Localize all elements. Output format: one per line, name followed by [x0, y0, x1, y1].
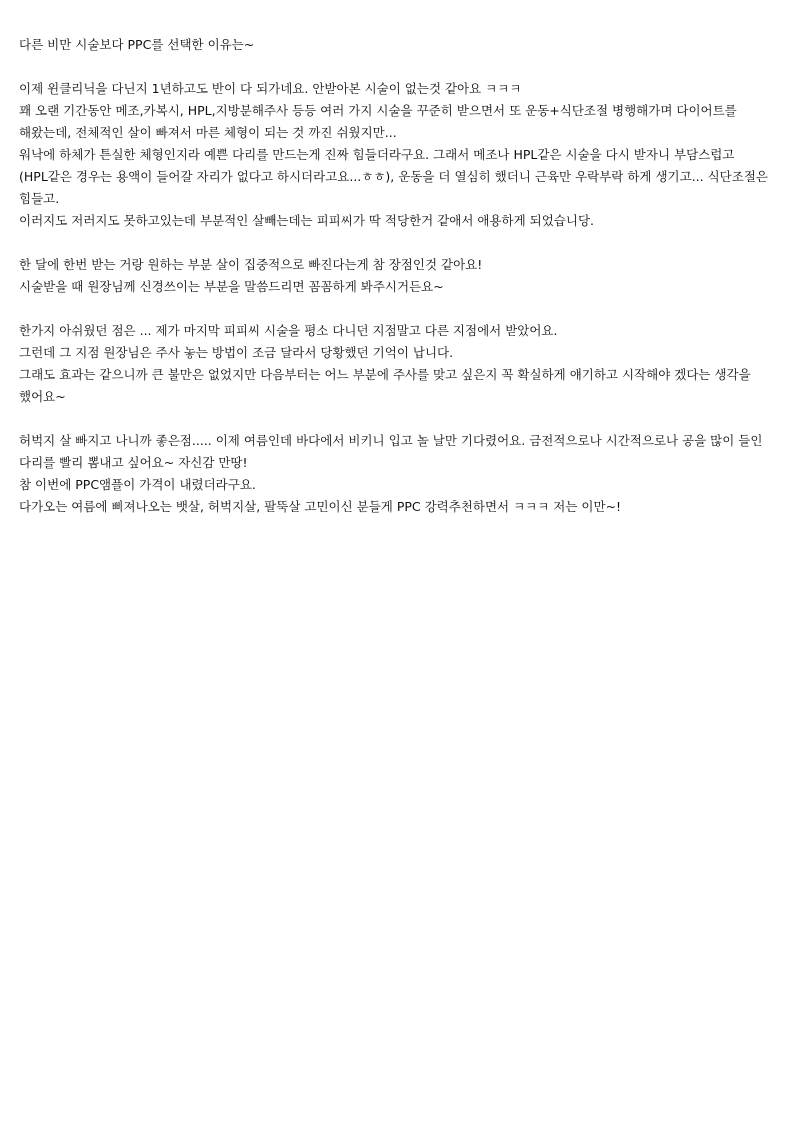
text-line: 한가지 아쉬웠던 점은 ... 제가 마지막 피피씨 시술을 평소 다니던 지점말고 다른 지점에서 받았어요. — [19, 323, 558, 338]
text-line: 이러지도 저러지도 못하고있는데 부분적인 살빼는데는 피피씨가 딱 적당한거 같애서 애용하게 되었습니당. — [19, 213, 595, 228]
text-line: 시술받을 때 원장님께 신경쓰이는 부분을 말씀드리면 꼼꼼하게 봐주시거든요~ — [19, 279, 444, 294]
text-line: 워낙에 하체가 튼실한 체형인지라 예쁜 다리를 만드는게 진짜 힘들더라구요. 그래서 메조나 HPL같은 시술을 다시 받자니 부담스럽고(HPL같은 경우는 용액이 들어갈 자리가 없다고 하시더라고요...ㅎㅎ), 운동을 더 열심히 했더니 근육만 우락부락 하게 생기고... 식단조절은 힘들고. — [19, 147, 768, 206]
document-title: 다른 비만 시술보다 PPC를 선택한 이유는~ — [19, 37, 255, 52]
text-line: 그래도 효과는 같으니까 큰 불만은 없었지만 다음부터는 어느 부분에 주사를 맞고 싶은지 꼭 확실하게 얘기하고 시작해야 겠다는 생각을 했어요~ — [19, 367, 751, 404]
text-line: 허벅지 살 빠지고 나니까 좋은점..... 이제 여름인데 바다에서 비키니 입고 놀 날만 기다렸어요. 금전적으로나 시간적으로나 공을 많이 들인 다리를 빨리 뽐내고 싶어요~ 자신감 만땅! — [19, 433, 763, 470]
paragraph-experience — [19, 78, 779, 232]
text-line: 꽤 오랜 기간동안 메조,카복시, HPL,지방분해주사 등등 여러 가지 시술을 꾸준히 받으면서 또 운동+식단조절 병행해가며 다이어트를 해왔는데, 전체적인 살이 빠져서 마른 체형이 되는 것 까진 쉬웠지만... — [19, 103, 737, 140]
document-body — [19, 34, 779, 540]
paragraph-advantages — [19, 254, 779, 298]
text-line: 이제 윈클리닉을 다닌지 1년하고도 반이 다 되가네요. 안받아본 시술이 없는것 같아요 ㅋㅋㅋ — [19, 81, 522, 96]
text-line: 그런데 그 지점 원장님은 주사 놓는 방법이 조금 달라서 당황했던 기억이 납니다. — [19, 345, 454, 360]
text-line: 다가오는 여름에 삐져나오는 뱃살, 허벅지살, 팔뚝살 고민이신 분들게 PPC 강력추천하면서 ㅋㅋㅋ 저는 이만~! — [19, 499, 622, 514]
text-line: 한 달에 한번 받는 거랑 원하는 부분 살이 집중적으로 빠진다는게 참 장점인것 같아요! — [19, 257, 483, 272]
paragraph-regret — [19, 320, 779, 408]
paragraph-conclusion — [19, 430, 779, 518]
text-line: 참 이번에 PPC앰플이 가격이 내렸더라구요. — [19, 477, 256, 492]
